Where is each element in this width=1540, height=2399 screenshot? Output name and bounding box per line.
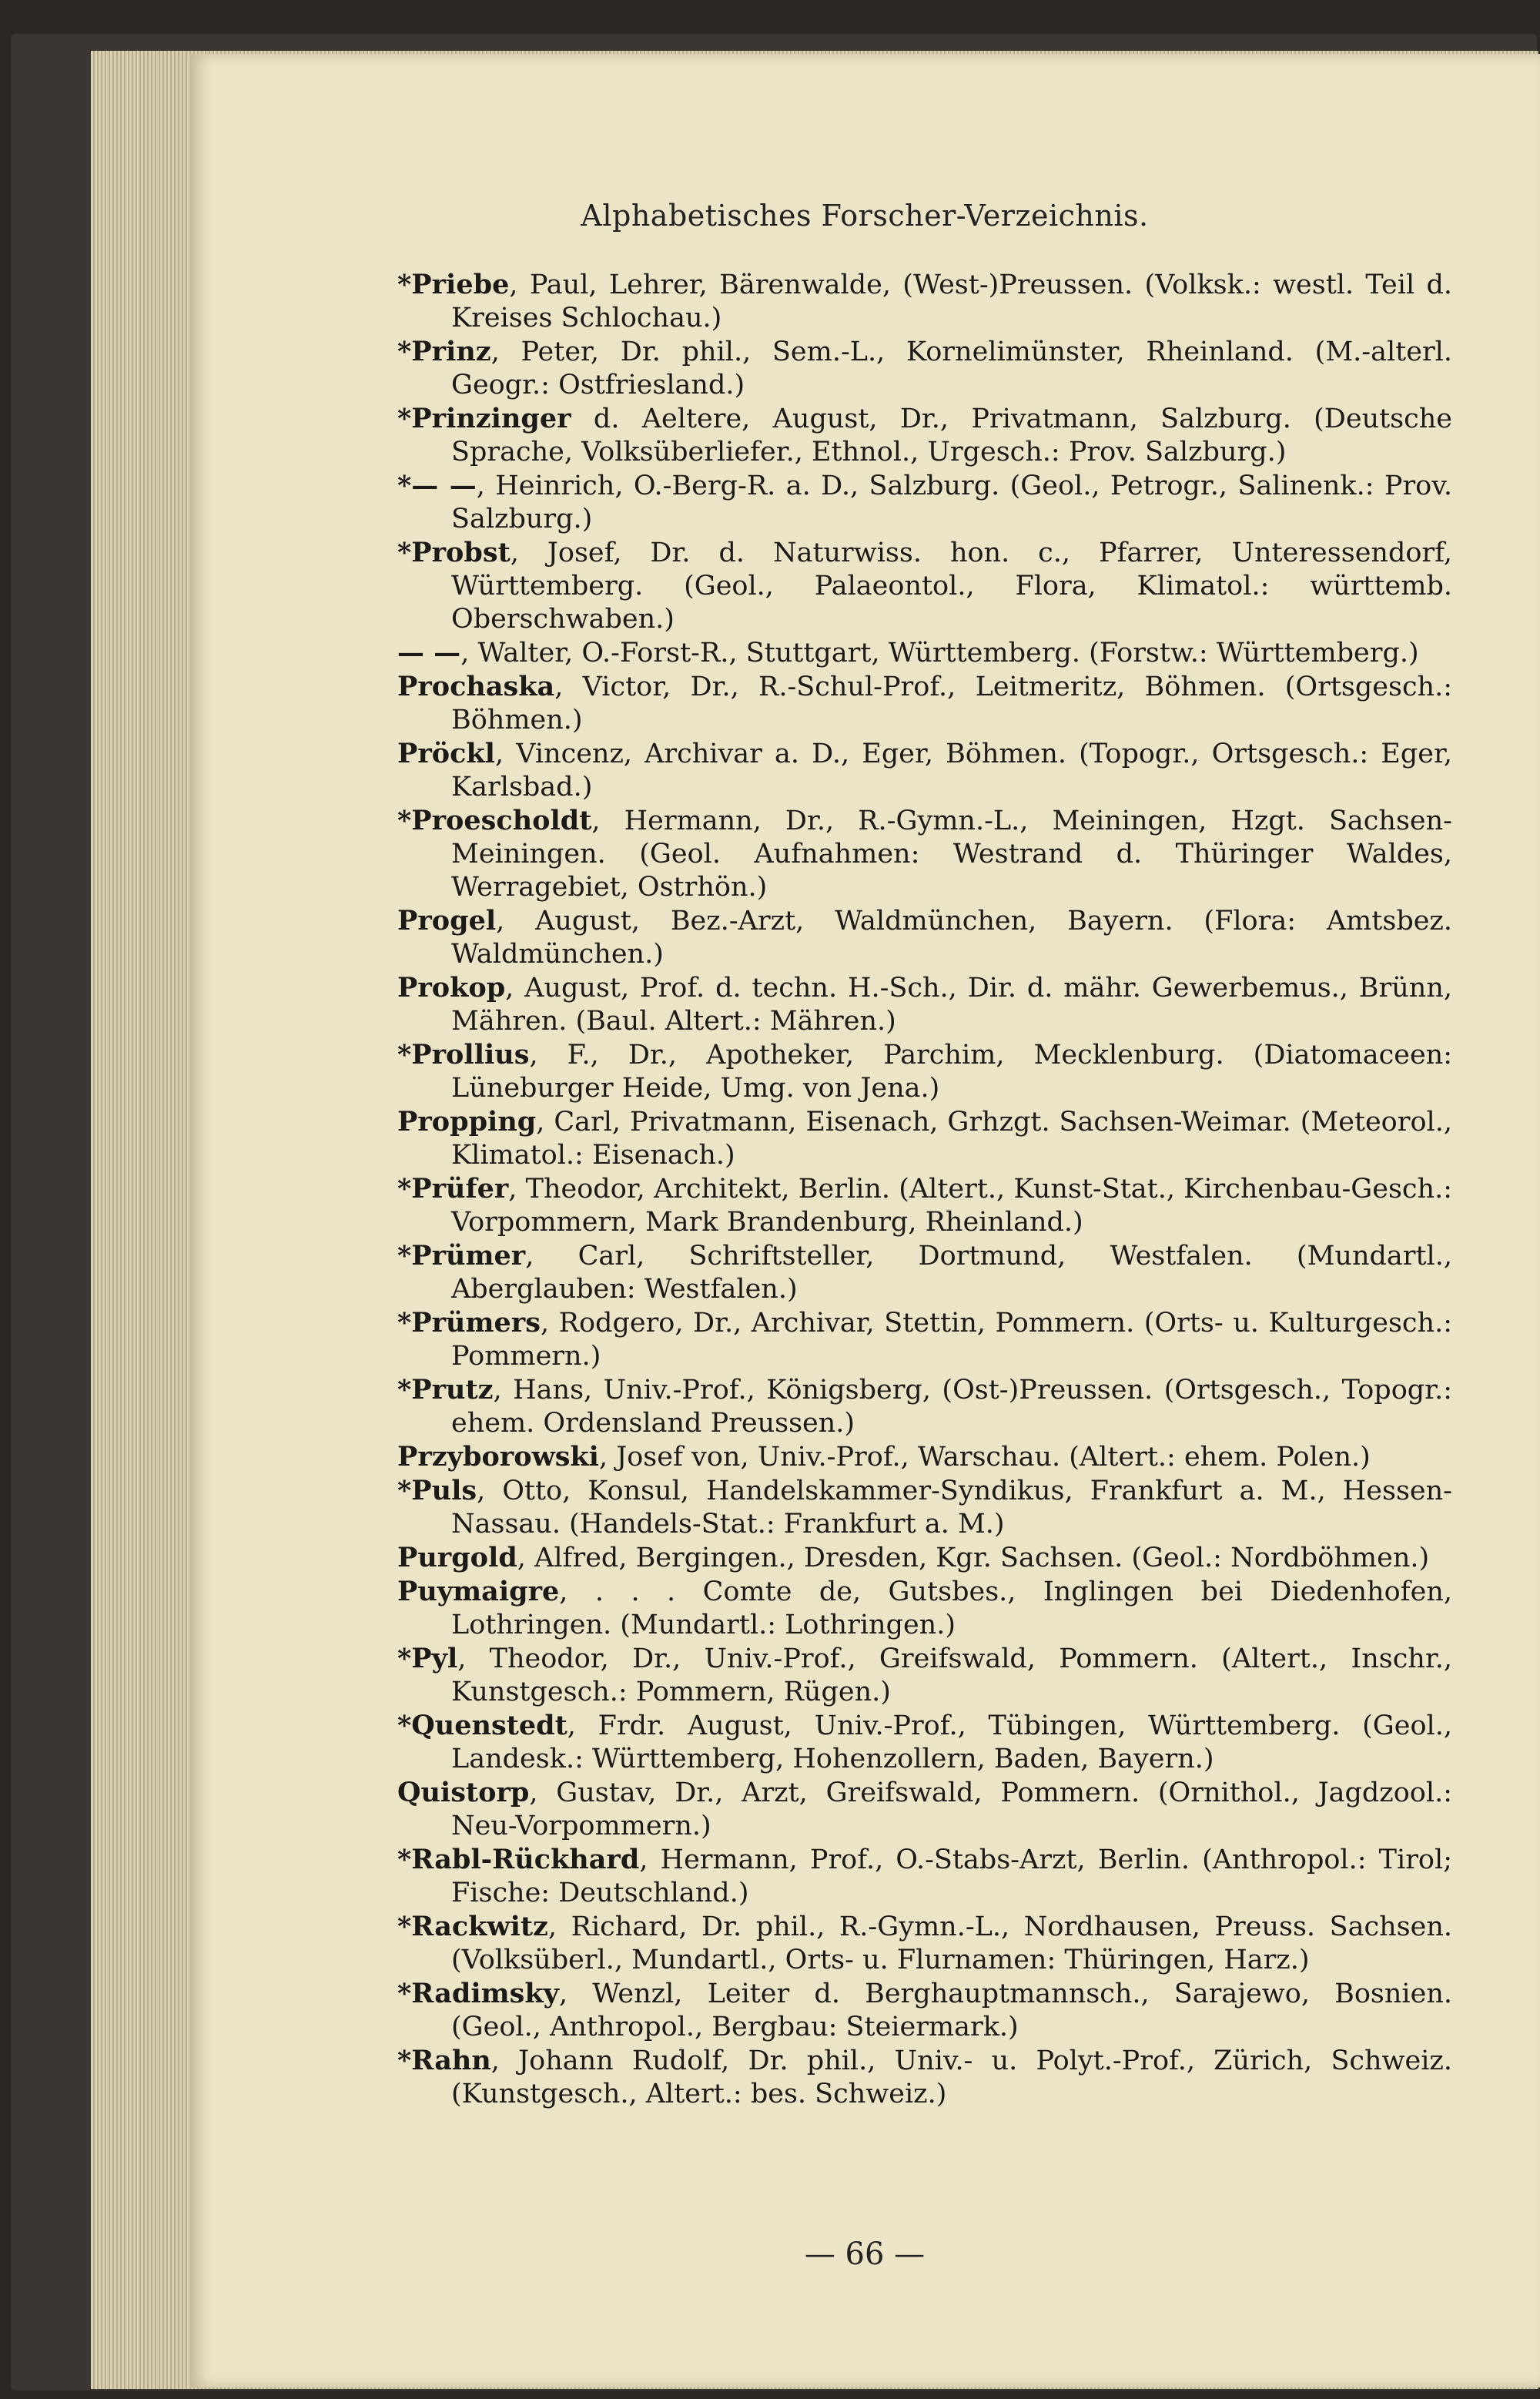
list-item (397, 268, 1452, 335)
entry-name: *Puls (397, 1475, 477, 1506)
list-item (397, 1541, 1452, 1575)
entry-text: , August, Prof. d. techn. H.-Sch., Dir. d. mähr. Gewerbemus., Brünn, Mähren. (Baul. Altert.: Mähren.) (451, 973, 1452, 1037)
entry-text: , Frdr. August, Univ.-Prof., Tübingen, Württemberg. (Geol., Landesk.: Württemberg, Hohenzollern, Baden, Bayern.) (451, 1710, 1452, 1774)
entry-name: *Quenstedt (397, 1710, 567, 1741)
entry-name: Przyborowski (397, 1441, 599, 1473)
entry-name: *— — (397, 470, 477, 501)
list-item (397, 536, 1452, 636)
list-item (397, 1776, 1452, 1843)
entry-text: , F., Dr., Apotheker, Parchim, Mecklenburg. (Diatomaceen: Lüneburger Heide, Umg. von Jena.) (451, 1040, 1452, 1104)
list-item (397, 1575, 1452, 1642)
entry-text: , August, Bez.-Arzt, Waldmünchen, Bayern. (Flora: Amtsbez. Waldmünchen.) (451, 906, 1452, 970)
list-item (397, 1977, 1452, 2044)
entry-name: *Prüfer (397, 1173, 509, 1205)
entry-text: , Johann Rudolf, Dr. phil., Univ.- u. Polyt.-Prof., Zürich, Schweiz. (Kunstgesch., Altert.: bes. Schweiz.) (451, 2046, 1452, 2109)
list-item (397, 1306, 1452, 1373)
entry-name: Purgold (397, 1542, 517, 1573)
entry-text: , Richard, Dr. phil., R.-Gymn.-L., Nordhausen, Preuss. Sachsen. (Volksüberl., Mundartl., Orts- u. Flurnamen: Thüringen, Harz.) (451, 1911, 1452, 1975)
entry-text: , Victor, Dr., R.-Schul-Prof., Leitmeritz, Böhmen. (Ortsgesch.: Böhmen.) (451, 672, 1452, 735)
entry-name: *Pyl (397, 1643, 458, 1674)
entry-name: *Rahn (397, 2045, 491, 2076)
list-item (397, 1474, 1452, 1541)
entry-name: Prochaska (397, 671, 555, 702)
list-item (397, 469, 1452, 536)
entry-name: *Prutz (397, 1374, 494, 1406)
entry-name: Progel (397, 905, 497, 936)
list-item (397, 971, 1452, 1038)
list-item (397, 1709, 1452, 1776)
entry-text: , Heinrich, O.-Berg-R. a. D., Salzburg. (Geol., Petrogr., Salinenk.: Prov. Salzburg.) (451, 471, 1452, 534)
entry-name: Propping (397, 1106, 537, 1138)
entry-name: *Proescholdt (397, 805, 592, 836)
list-item (397, 737, 1452, 804)
entry-text: , Hans, Univ.-Prof., Königsberg, (Ost-)Preussen. (Ortsgesch., Topogr.: ehem. Ordensland Preussen.) (451, 1375, 1452, 1439)
entry-text: , Otto, Konsul, Handelskammer-Syndikus, Frankfurt a. M., Hessen-Nassau. (Handels-Stat.: Frankfurt a. M.) (451, 1476, 1452, 1540)
page-number: — 66 — (804, 2236, 926, 2272)
list-item (397, 1642, 1452, 1709)
list-item (397, 1172, 1452, 1239)
entry-text: , Carl, Privatmann, Eisenach, Grhzgt. Sachsen-Weimar. (Meteorol., Klimatol.: Eisenach.) (451, 1107, 1452, 1171)
entry-name: *Prollius (397, 1039, 530, 1071)
entry-text: , Peter, Dr. phil., Sem.-L., Kornelimünster, Rheinland. (M.-alterl. Geogr.: Ostfriesland.) (451, 337, 1452, 400)
entry-text: , Gustav, Dr., Arzt, Greifswald, Pommern. (Ornithol., Jagdzool.: Neu-Vorpommern.) (451, 1777, 1452, 1841)
list-item (397, 670, 1452, 737)
list-item (397, 1239, 1452, 1306)
entry-name: *Prinzinger (397, 403, 571, 434)
list-item (397, 1843, 1452, 1910)
entry-name: *Priebe (397, 269, 510, 300)
list-item (397, 1440, 1452, 1474)
entry-text: , Josef von, Univ.-Prof., Warschau. (Altert.: ehem. Polen.) (598, 1442, 1371, 1473)
list-item (397, 804, 1452, 904)
entry-name: Quistorp (397, 1777, 530, 1808)
entry-name: *Radimsky (397, 1978, 559, 2009)
entry-name: *Prümer (397, 1240, 526, 1272)
entry-name: *Prümers (397, 1307, 541, 1339)
list-item (397, 904, 1452, 971)
list-item (397, 1105, 1452, 1172)
entry-name: *Prinz (397, 336, 491, 367)
list-item (397, 1910, 1452, 1977)
entry-text: , Hermann, Prof., O.-Stabs-Arzt, Berlin. (Anthropol.: Tirol; Fische: Deutschland.) (451, 1844, 1452, 1908)
page-header: Alphabetisches Forscher-Verzeichnis. (581, 199, 1149, 233)
entry-text: , Carl, Schriftsteller, Dortmund, Westfalen. (Mundartl., Aberglauben: Westfalen.) (451, 1241, 1452, 1305)
list-item (397, 335, 1452, 402)
entry-text: , Theodor, Architekt, Berlin. (Altert., Kunst-Stat., Kirchenbau-Gesch.: Vorpommern, Mark Brandenburg, Rheinland.) (451, 1174, 1452, 1238)
entry-text: , Wenzl, Leiter d. Berghauptmannsch., Sarajewo, Bosnien. (Geol., Anthropol., Bergbau: Steiermark.) (451, 1979, 1452, 2042)
entry-text: , Walter, O.-Forst-R., Stuttgart, Württemberg. (Forstw.: Württemberg.) (460, 638, 1419, 668)
entry-text: , Rodgero, Dr., Archivar, Stettin, Pommern. (Orts- u. Kulturgesch.: Pommern.) (451, 1308, 1452, 1372)
entry-name: *Probst (397, 537, 511, 568)
list-item (397, 1373, 1452, 1440)
list-item (397, 402, 1452, 469)
entry-name: Pröckl (397, 738, 495, 769)
entry-text: , Josef, Dr. d. Naturwiss. hon. c., Pfarrer, Unteressendorf, Württemberg. (Geol., Palaeontol., Flora, Klimatol.: württemb. Oberschwaben.) (451, 538, 1452, 635)
list-item (397, 636, 1452, 670)
entry-text: d. Aeltere, August, Dr., Privatmann, Salzburg. (Deutsche Sprache, Volksüberliefer., Ethnol., Urgesch.: Prov. Salzburg.) (451, 404, 1452, 467)
list-item (397, 2044, 1452, 2111)
entry-text: , Hermann, Dr., R.-Gymn.-L., Meiningen, Hzgt. Sachsen-Meiningen. (Geol. Aufnahmen: Westrand d. Thüringer Waldes, Werragebiet, Ostrhön.) (451, 806, 1452, 903)
entry-text: , Alfred, Bergingen., Dresden, Kgr. Sachsen. (Geol.: Nordböhmen.) (517, 1543, 1430, 1573)
entry-name: Puymaigre (397, 1576, 560, 1607)
entry-text: , . . . Comte de, Gutsbes., Inglingen bei Diedenhofen, Lothringen. (Mundartl.: Lothringen.) (451, 1576, 1452, 1640)
entry-name: Prokop (397, 972, 506, 1003)
entry-text: , Paul, Lehrer, Bärenwalde, (West-)Preussen. (Volksk.: westl. Teil d. Kreises Schlochau.) (451, 270, 1452, 333)
list-item (397, 1038, 1452, 1105)
entry-list (189, 268, 1540, 2111)
entry-name: — — (397, 637, 461, 668)
entry-text: , Vincenz, Archivar a. D., Eger, Böhmen. (Topogr., Ortsgesch.: Eger, Karlsbad.) (451, 739, 1452, 802)
entry-name: *Rackwitz (397, 1911, 548, 1942)
page (189, 54, 1540, 2387)
entry-name: *Rabl-Rückhard (397, 1844, 640, 1875)
entry-text: , Theodor, Dr., Univ.-Prof., Greifswald, Pommern. (Altert., Inschr., Kunstgesch.: Pommern, Rügen.) (451, 1643, 1452, 1707)
